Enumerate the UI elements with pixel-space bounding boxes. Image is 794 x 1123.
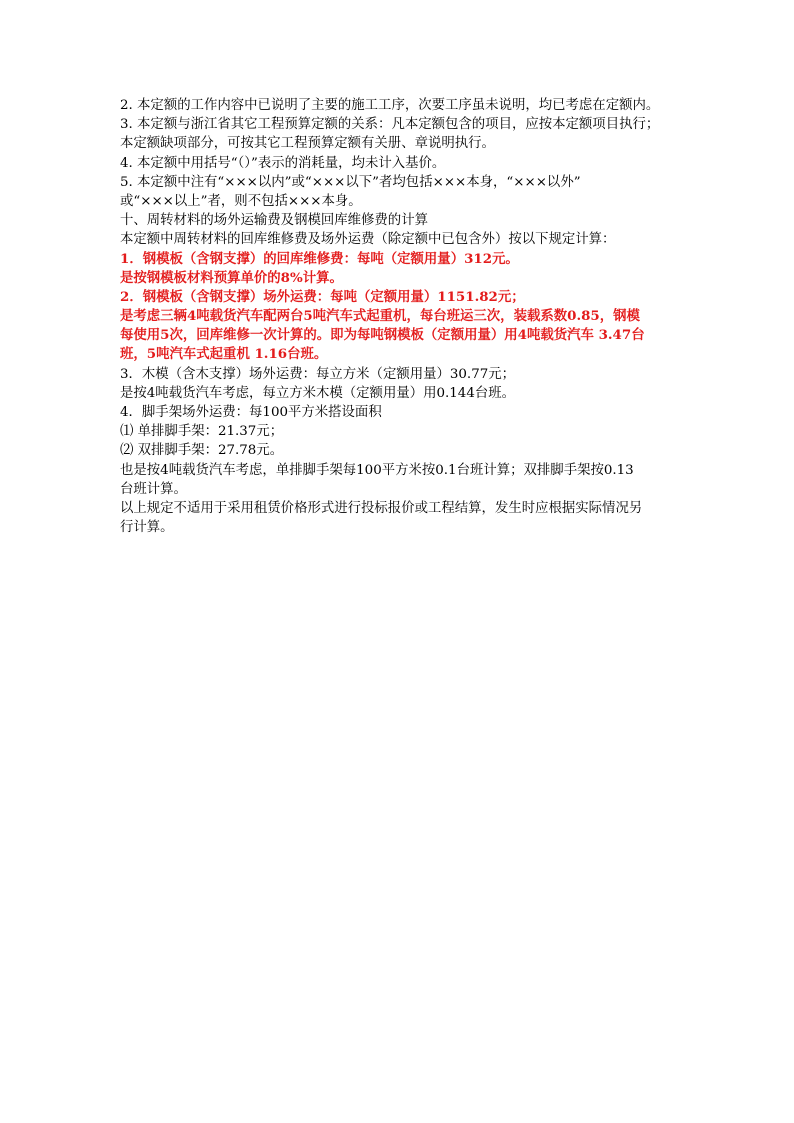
document-body	[120, 96, 680, 537]
paragraph-line-23: 行计算。	[120, 520, 174, 536]
paragraph-line-5: 5. 本定额中注有“×××以内”或“×××以下”者均包括×××本身，“×××以外”	[120, 174, 581, 190]
paragraph-line-6: 或“×××以上”者，则不包括×××本身。	[120, 193, 362, 209]
section-heading: 十、周转材料的场外运输费及钢模回库维修费的计算	[120, 213, 428, 229]
paragraph-line-8: 本定额中周转材料的回库维修费及场外运费（除定额中已包含外）按以下规定计算：	[120, 232, 616, 248]
highlight-line-4: 是考虑三辆4吨载货汽车配两台5吨汽车式起重机，每台班运三次，装载系数0.85，钢模	[120, 308, 640, 325]
highlight-line-6: 班，5吨汽车式起重机 1.16台班。	[120, 346, 328, 363]
paragraph-line-20: 也是按4吨载货汽车考虑，单排脚手架每100平方米按0.1台班计算；双排脚手架按0.13	[120, 462, 634, 478]
paragraph-line-22: 以上规定不适用于采用租赁价格形式进行投标报价或工程结算，发生时应根据实际情况另	[120, 500, 643, 516]
paragraph-line-1: 2. 本定额的工作内容中已说明了主要的施工工序，次要工序虽未说明，均已考虑在定额内。	[120, 98, 660, 113]
paragraph-line-17: 4．脚手架场外运费：每100平方米搭设面积	[120, 405, 382, 420]
paragraph-line-3: 本定额缺项部分，可按其它工程预算定额有关册、章说明执行。	[120, 136, 495, 152]
highlight-line-2: 是按钢模板材料预算单价的8%计算。	[120, 269, 343, 286]
highlight-line-3: 2．钢模板（含钢支撑）场外运费：每吨（定额用量）1151.82元；	[120, 288, 525, 305]
paragraph-line-18: ⑴ 单排脚手架：21.37元；	[120, 424, 284, 440]
paragraph-line-19: ⑵ 双排脚手架：27.78元。	[120, 443, 284, 459]
paragraph-line-2: 3. 本定额与浙江省其它工程预算定额的关系：凡本定额包含的项目，应按本定额项目执行；	[120, 117, 660, 133]
paragraph-line-15: 3．木模（含木支撑）场外运费：每立方米（定额用量）30.77元；	[120, 366, 516, 382]
highlight-line-1: 1．钢模板（含钢支撑）的回库维修费：每吨（定额用量）312元。	[120, 250, 519, 267]
paragraph-line-4: 4. 本定额中用括号“（）”表示的消耗量，均未计入基价。	[120, 155, 446, 171]
paragraph-line-21: 台班计算。	[120, 481, 187, 497]
paragraph-line-16: 是按4吨载货汽车考虑，每立方米木模（定额用量）用0.144台班。	[120, 385, 516, 401]
highlight-line-5: 每使用5次，回库维修一次计算的。即为每吨钢模板（定额用量）用4吨载货汽车 3.47台	[120, 327, 645, 344]
